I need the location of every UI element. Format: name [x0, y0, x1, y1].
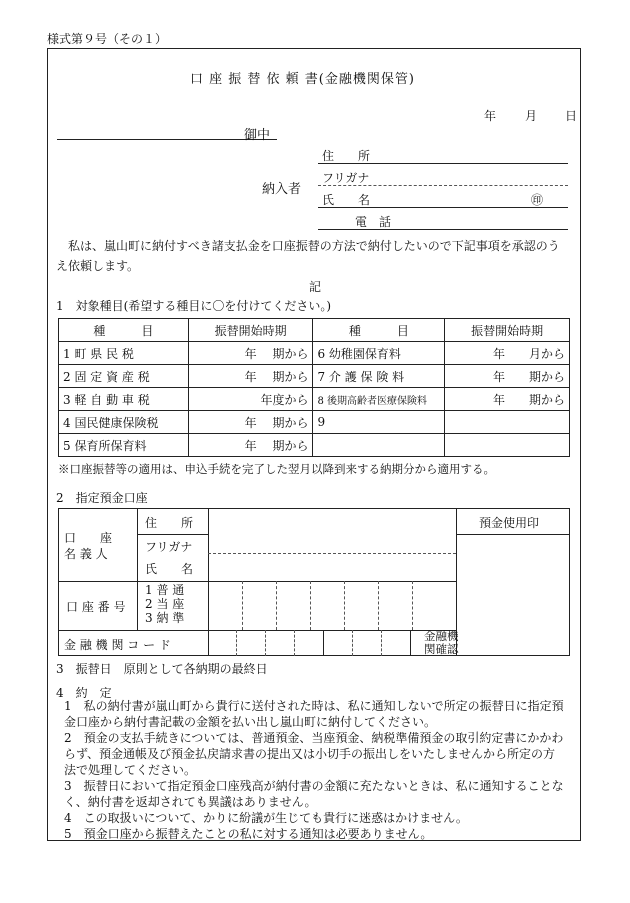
start-cell[interactable]: 年 期から [188, 434, 313, 457]
clause-2: 2 預金の支払手続きについては、普通預金、当座預金、納税準備預金の取引約定書にかかわらず、預金通帳及び預金払戻請求書の提出又は小切手の振出しをいたしませんから所定の方法で処理してください。 [64, 731, 564, 777]
header-cell: 振替開始時期 [188, 319, 313, 342]
date-year: 年 [484, 109, 497, 123]
form-title: 口 座 振 替 依 頼 書(金融機関保管) [190, 72, 415, 87]
start-cell[interactable]: 年 期から [188, 365, 313, 388]
seal-mark-icon: ㊞ [531, 193, 544, 207]
holder-name-label: 氏 名 [145, 562, 194, 576]
start-cell[interactable]: 年 期から [188, 342, 313, 365]
onchu-label: 御中 [244, 128, 271, 143]
payer-phone-label: 電 話 [355, 215, 392, 229]
holder-address-label: 住 所 [145, 516, 194, 530]
start-cell[interactable]: 年 月から [445, 342, 570, 365]
payer-furigana-label: フリガナ [322, 171, 370, 185]
section1-heading: 1 対象種目(希望する種目に〇を付けてください。) [56, 299, 332, 313]
table-row[interactable] [59, 434, 570, 457]
table-row[interactable] [59, 342, 570, 365]
holder-furigana-label: フリガナ [145, 540, 193, 554]
clause-1: 1 私の納付書が嵐山町から貴行に送付された時は、私に通知しないで所定の振替日に指定預金口座から納付書記載の金額を払い出し嵐山町に納付してください。 [64, 699, 564, 729]
account-number-label: 口 座 番 号 [66, 600, 126, 614]
clause-4: 4 この取扱いについて、かりに紛議が生じても貴行に迷惑はかけません。 [64, 811, 468, 825]
section2-heading: 2 指定預金口座 [56, 491, 148, 505]
seal-label: 預金使用印 [479, 516, 540, 530]
item-cell[interactable]: 5 保育所保育料 [59, 434, 189, 457]
item-cell[interactable]: 3 軽 自 動 車 税 [59, 388, 189, 411]
payer-label: 納入者 [262, 182, 302, 197]
account-type-3[interactable]: 3 納 準 [145, 611, 185, 625]
start-cell[interactable]: 年 期から [445, 365, 570, 388]
table-row[interactable] [59, 365, 570, 388]
item-cell[interactable] [313, 434, 445, 457]
start-cell[interactable] [445, 434, 570, 457]
item-cell[interactable]: 1 町 県 民 税 [59, 342, 189, 365]
payer-address-line[interactable] [318, 163, 568, 164]
table-header-row [59, 319, 570, 342]
payer-name-label: 氏 名 [322, 193, 371, 207]
item-cell[interactable]: 6 幼稚園保育料 [313, 342, 445, 365]
date-day: 日 [565, 109, 578, 123]
payer-furigana-line[interactable] [318, 185, 568, 186]
start-cell[interactable]: 年 期から [445, 388, 570, 411]
header-cell: 種 目 [313, 319, 445, 342]
item-cell[interactable]: 8 後期高齢者医療保険料 [313, 388, 445, 411]
bank-code-label: 金 融 機 関 コ ー ド [64, 638, 171, 652]
bank-confirm-label: 金融機 関確認 [424, 629, 459, 656]
clause-3: 3 振替日において指定預金口座残高が納付書の金額に充たないときは、私に通知することなく、納付書を返却されても異議はありません。 [64, 779, 564, 809]
ki-label: 記 [309, 280, 322, 294]
item-cell[interactable]: 7 介 護 保 険 料 [313, 365, 445, 388]
start-cell[interactable]: 年 期から [188, 411, 313, 434]
request-text: 私は、嵐山町に納付すべき諸支払金を口座振替の方法で納付したいので下記事項を承認のうえ依頼します。 [56, 239, 560, 273]
application-note: ※口座振替等の適用は、申込手続を完了した翌月以降到来する納期分から適用する。 [58, 462, 495, 476]
table-row[interactable] [59, 411, 570, 434]
clause-5: 5 預金口座から振替えたことの私に対する通知は必要ありません。 [64, 827, 433, 841]
table-row[interactable] [59, 388, 570, 411]
payer-phone-line[interactable] [318, 229, 568, 230]
header-cell: 振替開始時期 [445, 319, 570, 342]
item-cell[interactable]: 9 [313, 411, 445, 434]
holder-label: 口 座 名 義 人 [64, 531, 113, 561]
section3-text: 3 振替日 原則として各納期の最終日 [56, 662, 268, 676]
item-cell[interactable]: 2 固 定 資 産 税 [59, 365, 189, 388]
payer-address-label: 住 所 [322, 149, 371, 163]
section4-heading: 4 約 定 [56, 686, 112, 700]
payer-name-line[interactable] [318, 207, 568, 208]
header-cell: 種 目 [59, 319, 189, 342]
start-cell[interactable] [445, 411, 570, 434]
account-type-1[interactable]: 1 普 通 [145, 583, 185, 597]
form-number: 様式第９号（その１） [47, 32, 168, 46]
item-cell[interactable]: 4 国民健康保険税 [59, 411, 189, 434]
target-items-table [58, 318, 570, 457]
date-month: 月 [525, 109, 538, 123]
start-cell[interactable]: 年度から [188, 388, 313, 411]
account-type-2[interactable]: 2 当 座 [145, 597, 185, 611]
